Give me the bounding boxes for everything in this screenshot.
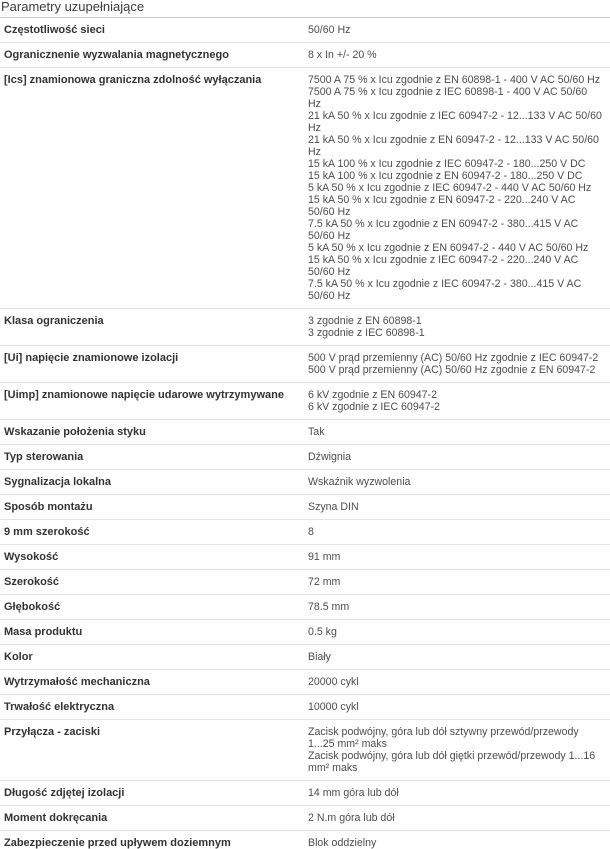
spec-value bbox=[308, 74, 610, 302]
spec-value-line: Wskaźnik wyzwolenia bbox=[308, 476, 411, 488]
spec-value-line: Zacisk podwójny, góra lub dół giętki przewód/przewody 1...16 mm² maks bbox=[308, 750, 596, 774]
spec-value bbox=[308, 726, 610, 774]
spec-row bbox=[0, 620, 610, 645]
spec-value-line: 3 zgodnie z EN 60898-1 bbox=[308, 315, 422, 327]
spec-row bbox=[0, 18, 610, 43]
spec-label: Masa produktu bbox=[4, 626, 83, 638]
spec-row bbox=[0, 495, 610, 520]
spec-row bbox=[0, 309, 610, 346]
spec-value bbox=[308, 501, 610, 513]
spec-value bbox=[308, 49, 610, 61]
spec-row bbox=[0, 470, 610, 495]
spec-value bbox=[308, 626, 610, 638]
spec-label: Długość zdjętej izolacji bbox=[4, 787, 125, 799]
spec-label: Sposób montażu bbox=[4, 501, 93, 513]
spec-value-line: 15 kA 100 % x Icu zgodnie z IEC 60947-2 - 180...250 V DC bbox=[308, 158, 586, 170]
spec-value-line: 78.5 mm bbox=[308, 601, 350, 613]
spec-value-line: 15 kA 50 % x Icu zgodnie z IEC 60947-2 - 220...240 V AC 50/60 Hz bbox=[308, 254, 579, 278]
spec-value-line: Tak bbox=[308, 426, 325, 438]
spec-value bbox=[308, 389, 610, 413]
section-title: Parametry uzupełniające bbox=[1, 0, 145, 14]
spec-row bbox=[0, 520, 610, 545]
spec-label: Klasa ograniczenia bbox=[4, 315, 104, 327]
spec-row bbox=[0, 545, 610, 570]
spec-value-line: 7.5 kA 50 % x Icu zgodnie z IEC 60947-2 - 380...415 V AC 50/60 Hz bbox=[308, 278, 582, 302]
spec-row bbox=[0, 806, 610, 831]
spec-value bbox=[308, 676, 610, 688]
spec-value-line: 21 kA 50 % x Icu zgodnie z IEC 60947-2 - 12...133 V AC 50/60 Hz bbox=[308, 110, 602, 134]
spec-row bbox=[0, 595, 610, 620]
spec-row bbox=[0, 445, 610, 470]
spec-value-line: 500 V prąd przemienny (AC) 50/60 Hz zgodnie z IEC 60947-2 bbox=[308, 352, 599, 364]
spec-value-line: 91 mm bbox=[308, 551, 341, 563]
spec-value-line: 6 kV zgodnie z IEC 60947-2 bbox=[308, 401, 440, 413]
spec-row bbox=[0, 670, 610, 695]
spec-row bbox=[0, 420, 610, 445]
spec-value bbox=[308, 812, 610, 824]
spec-value-line: 0.5 kg bbox=[308, 626, 337, 638]
spec-value bbox=[308, 426, 610, 438]
spec-value-line: Biały bbox=[308, 651, 331, 663]
spec-value-line: 50/60 Hz bbox=[308, 24, 351, 36]
spec-label: [Ui] napięcie znamionowe izolacji bbox=[4, 352, 179, 364]
spec-value bbox=[308, 451, 610, 463]
spec-value-line: 500 V prąd przemienny (AC) 50/60 Hz zgodnie z EN 60947-2 bbox=[308, 364, 596, 376]
spec-label: Częstotliwość sieci bbox=[4, 24, 105, 36]
spec-row bbox=[0, 346, 610, 383]
spec-value bbox=[308, 24, 610, 36]
spec-value-line: 15 kA 50 % x Icu zgodnie z EN 60947-2 - 220...240 V AC 50/60 Hz bbox=[308, 194, 576, 218]
spec-value-line: Szyna DIN bbox=[308, 501, 359, 513]
spec-value bbox=[308, 315, 610, 339]
spec-label: Sygnalizacja lokalna bbox=[4, 476, 111, 488]
spec-row bbox=[0, 781, 610, 806]
spec-row bbox=[0, 68, 610, 309]
spec-row bbox=[0, 645, 610, 670]
spec-value-line: 15 kA 100 % x Icu zgodnie z EN 60947-2 - 180...250 V DC bbox=[308, 170, 583, 182]
spec-label: Zabezpieczenie przed upływem doziemnym bbox=[4, 837, 231, 849]
spec-value bbox=[308, 837, 610, 849]
spec-row bbox=[0, 720, 610, 781]
spec-value bbox=[308, 526, 610, 538]
spec-label: Kolor bbox=[4, 651, 33, 663]
spec-label: Wysokość bbox=[4, 551, 59, 563]
section-header bbox=[0, 0, 610, 18]
spec-value-line: 14 mm góra lub dół bbox=[308, 787, 399, 799]
spec-label: Szerokość bbox=[4, 576, 60, 588]
spec-label: Wytrzymałość mechaniczna bbox=[4, 676, 150, 688]
spec-value-line: 7500 A 75 % x Icu zgodnie z EN 60898-1 - 400 V AC 50/60 Hz bbox=[308, 74, 601, 86]
spec-label: Ogranicznenie wyzwalania magnetycznego bbox=[4, 49, 229, 61]
spec-value-line: 21 kA 50 % x Icu zgodnie z EN 60947-2 - 12...133 V AC 50/60 Hz bbox=[308, 134, 599, 158]
spec-value-line: Zacisk podwójny, góra lub dół sztywny przewód/przewody 1...25 mm² maks bbox=[308, 726, 579, 750]
spec-value-line: 72 mm bbox=[308, 576, 341, 588]
spec-value-line: 8 bbox=[308, 526, 314, 538]
spec-value bbox=[308, 352, 610, 376]
spec-row bbox=[0, 831, 610, 849]
spec-label: Głębokość bbox=[4, 601, 61, 613]
spec-label: 9 mm szerokość bbox=[4, 526, 90, 538]
spec-label: [Ics] znamionowa graniczna zdolność wyłączania bbox=[4, 74, 262, 86]
spec-row bbox=[0, 695, 610, 720]
spec-value-line: 8 x In +/- 20 % bbox=[308, 49, 377, 61]
spec-label: Przyłącza - zaciski bbox=[4, 726, 101, 738]
spec-label: Moment dokręcania bbox=[4, 812, 108, 824]
spec-value-line: 5 kA 50 % x Icu zgodnie z EN 60947-2 - 440 V AC 50/60 Hz bbox=[308, 242, 589, 254]
spec-value bbox=[308, 787, 610, 799]
spec-value-line: 6 kV zgodnie z EN 60947-2 bbox=[308, 389, 437, 401]
spec-value-line: Blok oddzielny bbox=[308, 837, 377, 849]
spec-value-line: Dźwignia bbox=[308, 451, 351, 463]
spec-value-line: 7500 A 75 % x Icu zgodnie z IEC 60898-1 - 400 V AC 50/60 Hz bbox=[308, 86, 588, 110]
spec-value-line: 2 N.m góra lub dół bbox=[308, 812, 395, 824]
spec-value-line: 20000 cykl bbox=[308, 676, 359, 688]
spec-value bbox=[308, 601, 610, 613]
spec-value-line: 5 kA 50 % x Icu zgodnie z IEC 60947-2 - 440 V AC 50/60 Hz bbox=[308, 182, 592, 194]
spec-row bbox=[0, 43, 610, 68]
spec-label: Wskazanie położenia styku bbox=[4, 426, 146, 438]
spec-value bbox=[308, 651, 610, 663]
spec-label: Trwałość elektryczna bbox=[4, 701, 115, 713]
spec-label: Typ sterowania bbox=[4, 451, 84, 463]
spec-value bbox=[308, 701, 610, 713]
spec-value bbox=[308, 551, 610, 563]
spec-value bbox=[308, 476, 610, 488]
spec-value bbox=[308, 576, 610, 588]
spec-value-line: 3 zgodnie z IEC 60898-1 bbox=[308, 327, 425, 339]
spec-label: [Uimp] znamionowe napięcie udarowe wytrzymywane bbox=[4, 389, 284, 401]
spec-value-line: 7.5 kA 50 % x Icu zgodnie z EN 60947-2 - 380...415 V AC 50/60 Hz bbox=[308, 218, 579, 242]
spec-table bbox=[0, 18, 610, 849]
spec-row bbox=[0, 383, 610, 420]
spec-row bbox=[0, 570, 610, 595]
spec-value-line: 10000 cykl bbox=[308, 701, 359, 713]
